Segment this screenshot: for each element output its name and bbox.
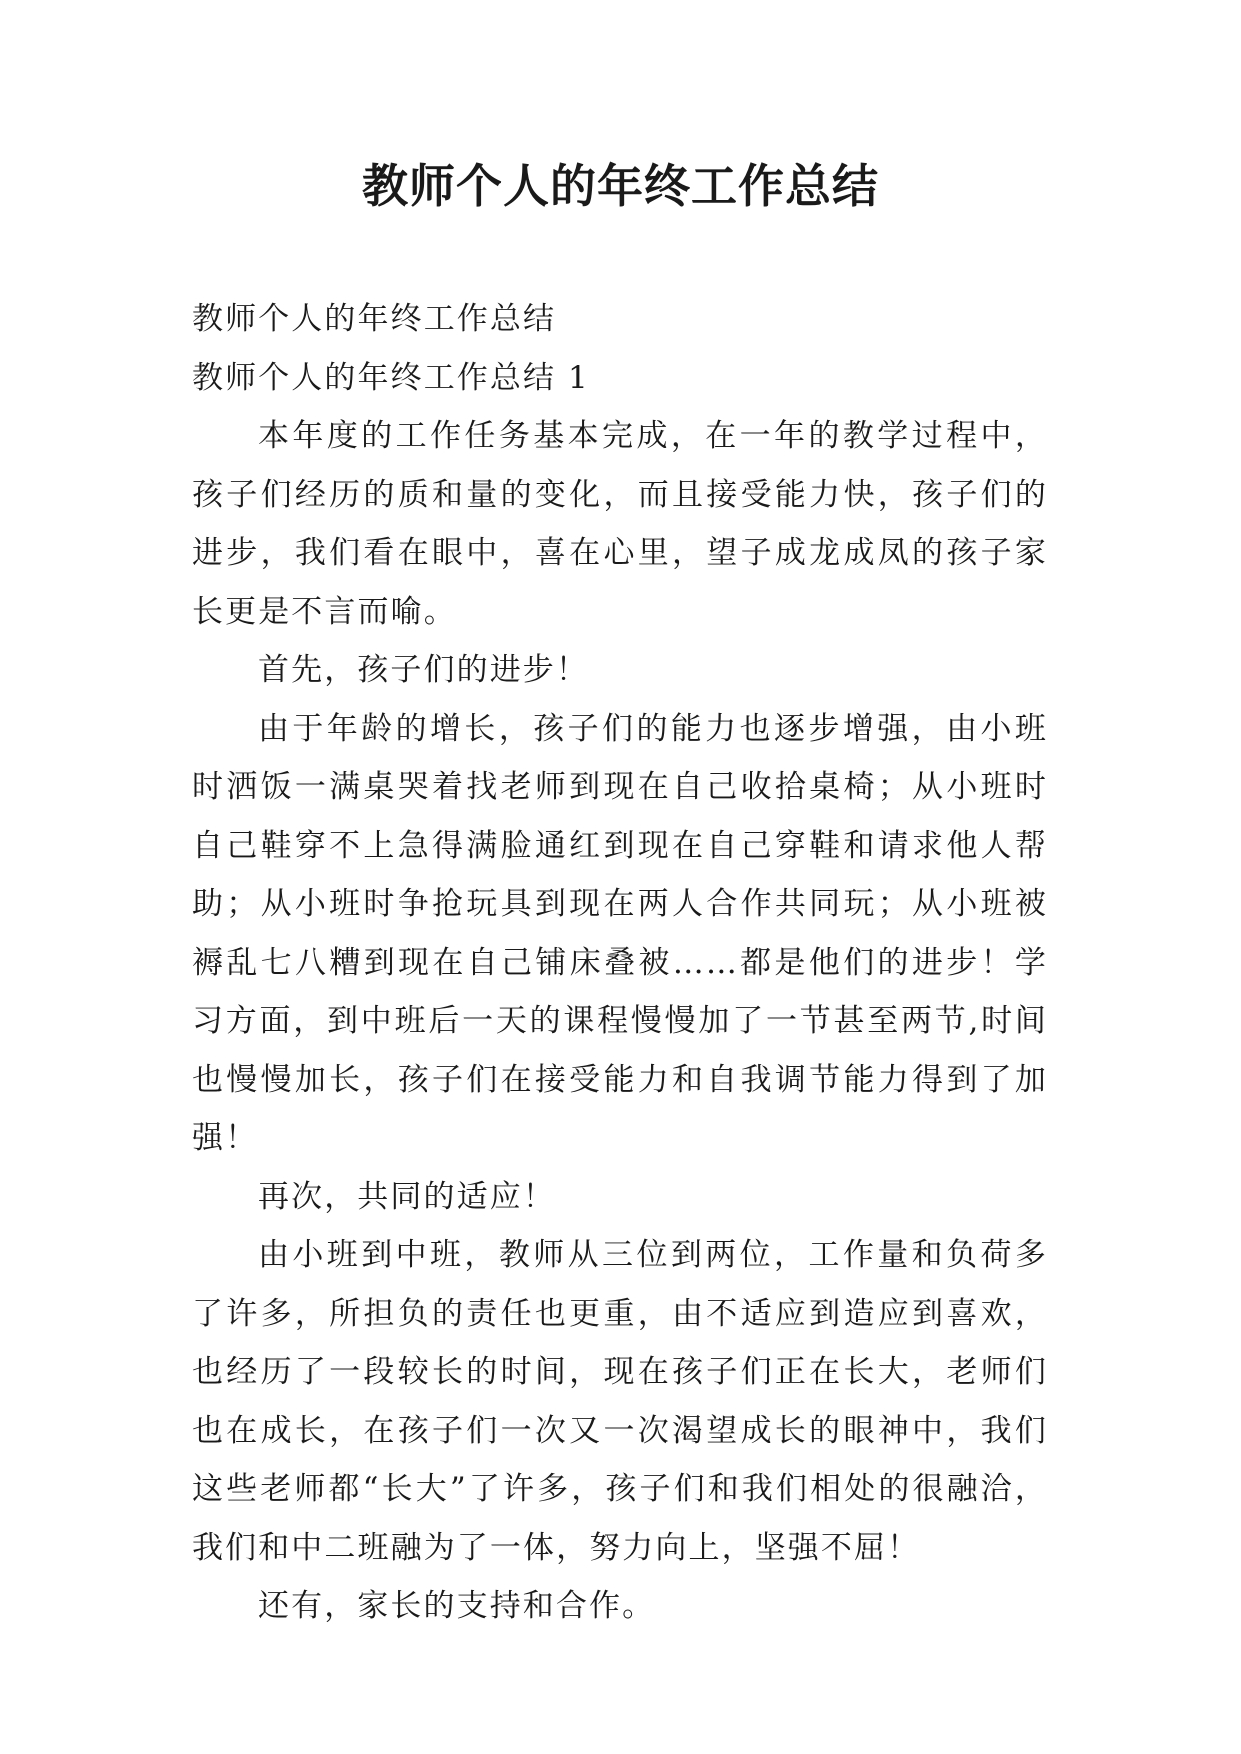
paragraph: 再次，共同的适应！ bbox=[258, 1178, 556, 1215]
paragraph: 首先，孩子们的进步！ bbox=[258, 652, 589, 688]
paragraph: 由小班到中班，教师从三位到两位，工作量和负荷多了许多，所担负的责任也更重，由不适应到造应到喜欢，也经历了一段较长的时间，现在孩子们正在长大，老师们也在成长，在孩子们一次又一次渴望成长的眼神中，我们这些老师都“长大”了许多，孩子们和我们相处的很融洽，我们和中二班融为了一体，努力向上，坚强不屈！ bbox=[192, 1237, 1048, 1566]
paragraph: 教师个人的年终工作总结 bbox=[192, 301, 557, 337]
document-body bbox=[192, 290, 1048, 1636]
paragraph: 还有，家长的支持和合作。 bbox=[258, 1588, 656, 1624]
page-title: 教师个人的年终工作总结 bbox=[362, 159, 879, 213]
paragraph: 由于年龄的增长，孩子们的能力也逐步增强，由小班时洒饭一满桌哭着找老师到现在自己收拾桌椅；从小班时自己鞋穿不上急得满脸通红到现在自己穿鞋和请求他人帮助；从小班时争抢玩具到现在两人合作共同玩；从小班被褥乱七八糟到现在自己铺床叠被……都是他们的进步！学习方面，到中班后一天的课程慢慢加了一节甚至两节,时间也慢慢加长，孩子们在接受能力和自我调节能力得到了加强！ bbox=[192, 710, 1048, 1156]
paragraph: 教师个人的年终工作总结 1 bbox=[192, 359, 590, 396]
paragraph: 本年度的工作任务基本完成，在一年的教学过程中，孩子们经历的质和量的变化，而且接受能力快，孩子们的进步，我们看在眼中，喜在心里，望子成龙成凤的孩子家长更是不言而喻。 bbox=[192, 418, 1048, 630]
